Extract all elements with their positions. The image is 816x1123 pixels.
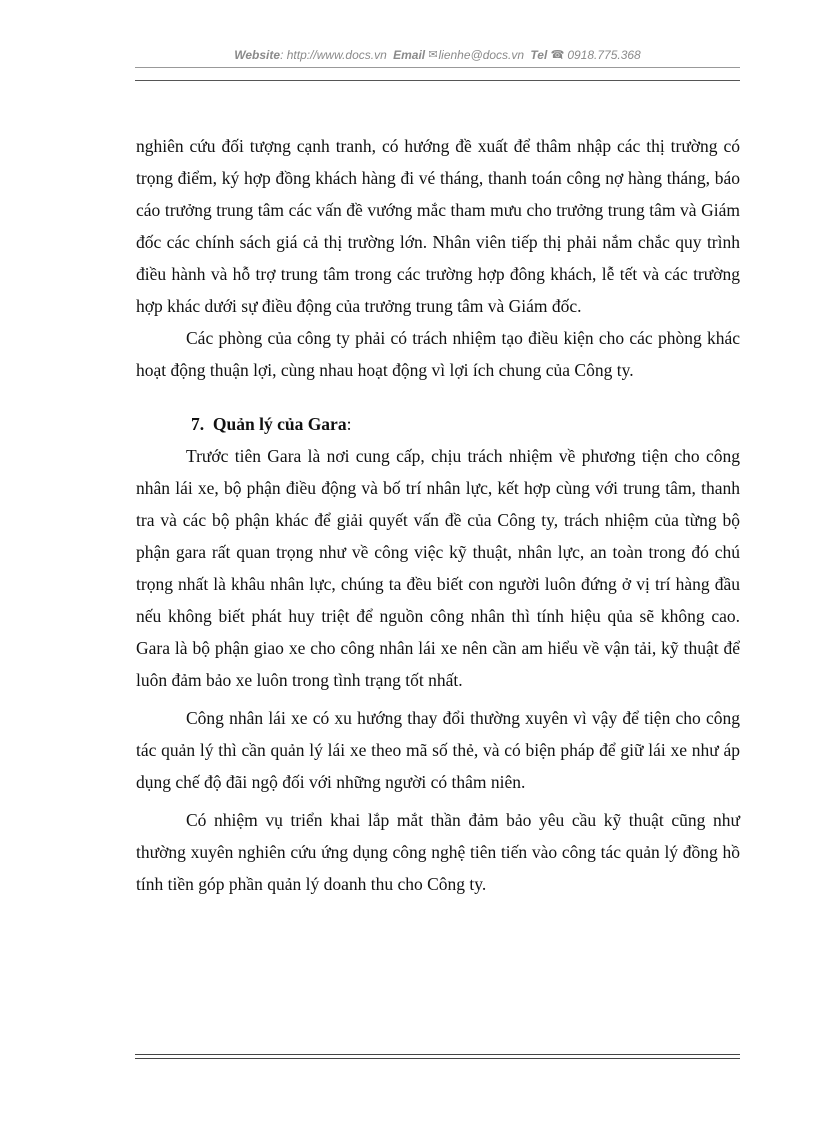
paragraph-5: Có nhiệm vụ triển khai lắp mắt thần đảm bảo yêu cầu kỹ thuật cũng như thường xuyên nghiên cứu ứng dụng công nghệ tiên tiến vào công tác quản lý đồng hồ tính tiền góp phần quản lý doanh thu cho Công ty. (136, 810, 740, 894)
footer-rule (135, 1054, 740, 1055)
website-value: : http://www.docs.vn (280, 48, 387, 62)
header-rule (135, 67, 740, 68)
email-value: lienhe@docs.vn (438, 48, 525, 62)
page-header (135, 48, 740, 62)
paragraph-4: Công nhân lái xe có xu hướng thay đổi thường xuyên vì vậy để tiện cho công tác quản lý thì cần quản lý lái xe theo mã số thẻ, và có biện pháp để giữ lái xe như áp dụng chế độ đãi ngộ đối với những người có thâm niên. (136, 708, 740, 792)
section-heading (136, 408, 740, 440)
heading-text: Quản lý của Gara (212, 414, 347, 434)
phone-icon (551, 51, 561, 60)
tel-label: Tel (530, 48, 548, 62)
email-label: Email (393, 48, 426, 62)
paragraph-1: nghiên cứu đối tượng cạnh tranh, có hướng đề xuất để thâm nhập các thị trường có trọng điểm, ký hợp đồng khách hàng đi vé tháng, thanh toán công nợ hàng tháng, báo cáo trưởng trung tâm các vấn đề vướng mắc tham mưu cho trưởng trung tâm và Giám đốc các chính sách giá cả thị trường lớn. Nhân viên tiếp thị phải nắm chắc quy trình điều hành và hỗ trợ trung tâm trong các trường hợp đông khách, lễ tết và các trường hợp khác dưới sự điều động của trưởng trung tâm và Giám đốc. (136, 136, 740, 316)
tel-value: : 0918.775.368 (560, 48, 641, 62)
heading-number: 7. (191, 414, 205, 434)
website-label: Website (234, 48, 281, 62)
footer-rule-lower (135, 1058, 740, 1059)
mail-icon (428, 51, 438, 60)
header-rule-lower (135, 80, 740, 81)
paragraph-3: Trước tiên Gara là nơi cung cấp, chịu trách nhiệm về phương tiện cho công nhân lái xe, bộ phận điều động và bố trí nhân lực, kết hợp cùng với trung tâm, thanh tra và các bộ phận khác để giải quyết vấn đề của Công ty, trách nhiệm của từng bộ phận gara rất quan trọng như về công việc kỹ thuật, nhân lực, an toàn trong đó chú trọng nhất là khâu nhân lực, chúng ta đều biết con người luôn đứng ở vị trí hàng đầu nếu không biết phát huy triệt để nguồn công nhân thì tính hiệu qủa sẽ không cao. Gara là bộ phận giao xe cho công nhân lái xe nên cần am hiểu về vận tải, kỹ thuật để luôn đảm bảo xe luôn trong tình trạng tốt nhất. (136, 446, 740, 690)
page-body (136, 130, 740, 900)
paragraph-2: Các phòng của công ty phải có trách nhiệm tạo điều kiện cho các phòng khác hoạt động thuận lợi, cùng nhau hoạt động vì lợi ích chung của Công ty. (136, 328, 740, 380)
heading-colon: : (346, 414, 352, 434)
